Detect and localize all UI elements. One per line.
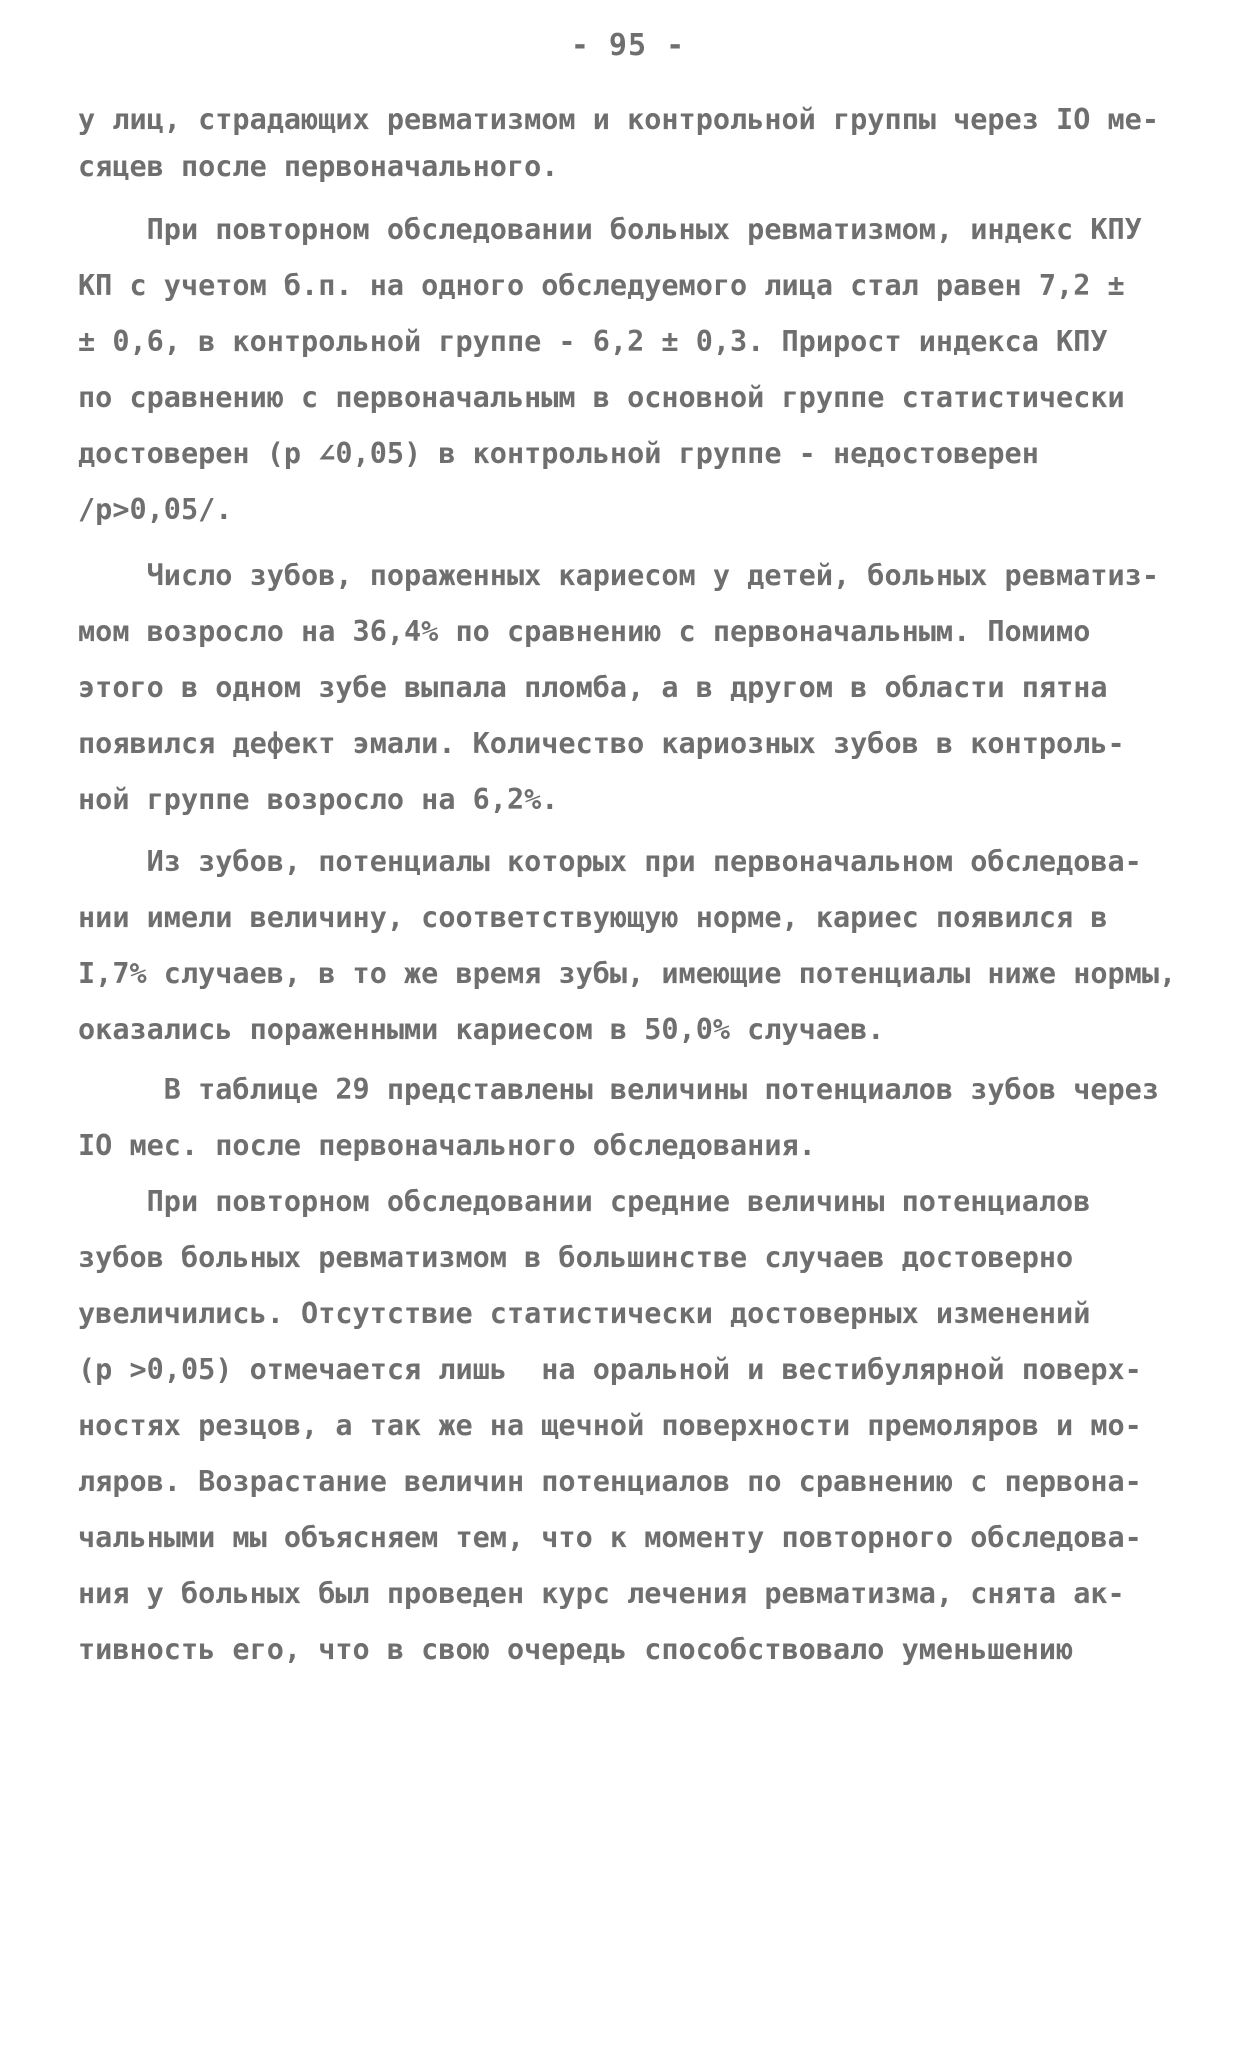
- text-line: ляров. Возрастание величин потенциалов по сравнению с первона-: [78, 1465, 1142, 1498]
- text-line: При повторном обследовании больных ревматизмом, индекс КПУ: [78, 213, 1142, 246]
- text-line: по сравнению с первоначальным в основной группе статистически: [78, 381, 1125, 414]
- text-line: ± 0,6, в контрольной группе - 6,2 ± 0,3. Прирост индекса КПУ: [78, 325, 1108, 358]
- text-line: Из зубов, потенциалы которых при первоначальном обследова-: [78, 845, 1142, 878]
- text-line: этого в одном зубе выпала пломба, а в другом в области пятна: [78, 671, 1108, 704]
- page-number: - 95 -: [570, 28, 686, 63]
- text-line: /p>0,05/.: [78, 493, 233, 526]
- text-line: ностях резцов, а так же на щечной поверхности премоляров и мо-: [78, 1409, 1142, 1442]
- text-line: ной группе возросло на 6,2%.: [78, 783, 559, 816]
- text-line: IO мес. после первоначального обследования.: [78, 1129, 816, 1162]
- text-line: (p >0,05) отмечается лишь на оральной и вестибулярной поверх-: [78, 1353, 1142, 1386]
- text-line: достоверен (p ∠0,05) в контрольной группе - недостоверен: [78, 437, 1039, 470]
- text-line: ния у больных был проведен курс лечения ревматизма, снята ак-: [78, 1577, 1125, 1610]
- text-line: у лиц, страдающих ревматизмом и контрольной группы через IO ме-: [78, 103, 1159, 136]
- text-line: КП с учетом б.п. на одного обследуемого лица стал равен 7,2 ±: [78, 269, 1125, 302]
- text-line: увеличились. Отсутствие статистически достоверных изменений: [78, 1297, 1091, 1330]
- text-line: мом возросло на 36,4% по сравнению с первоначальным. Помимо: [78, 615, 1091, 648]
- text-line: тивность его, что в свою очередь способствовало уменьшению: [78, 1633, 1074, 1666]
- text-line: оказались пораженными кариесом в 50,0% случаев.: [78, 1013, 885, 1046]
- text-line: чальными мы объясняем тем, что к моменту повторного обследова-: [78, 1521, 1142, 1554]
- text-line: нии имели величину, соответствующую норме, кариес появился в: [78, 901, 1108, 934]
- text-line: В таблице 29 представлены величины потенциалов зубов через: [78, 1073, 1159, 1106]
- text-line: Число зубов, пораженных кариесом у детей, больных ревматиз-: [78, 559, 1159, 592]
- text-line: I,7% случаев, в то же время зубы, имеющие потенциалы ниже нормы,: [78, 957, 1177, 990]
- text-line: сяцев после первоначального.: [78, 150, 559, 183]
- text-line: появился дефект эмали. Количество кариозных зубов в контроль-: [78, 727, 1125, 760]
- text-line: При повторном обследовании средние величины потенциалов: [78, 1185, 1091, 1218]
- text-line: зубов больных ревматизмом в большинстве случаев достоверно: [78, 1241, 1074, 1274]
